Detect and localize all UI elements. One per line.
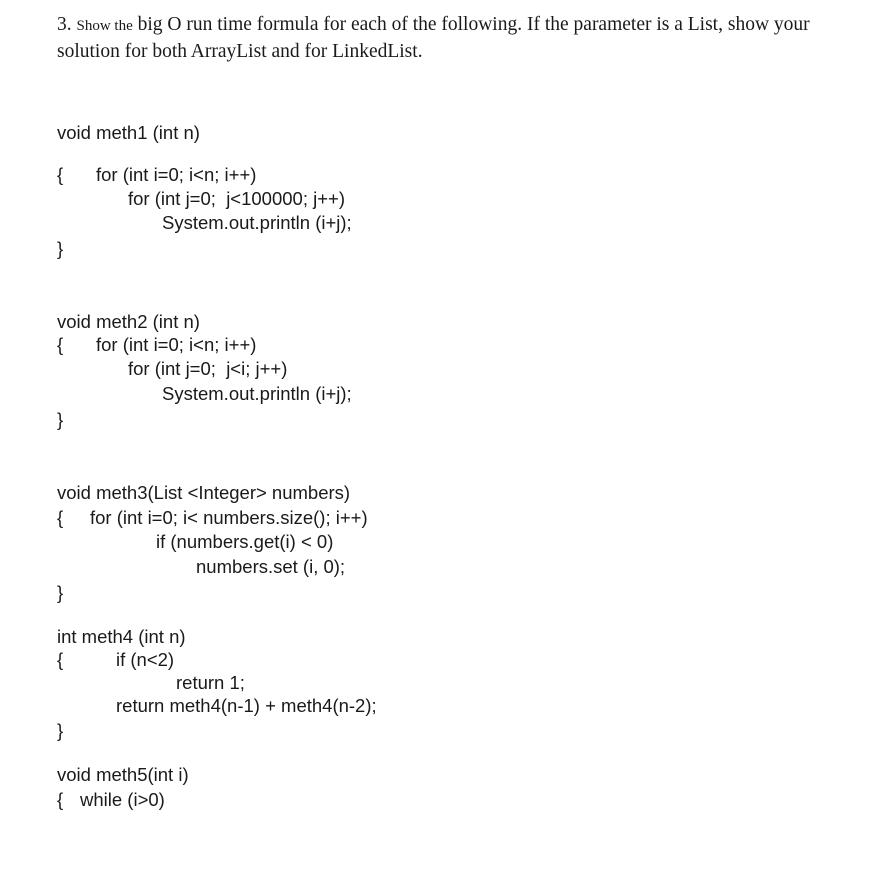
meth4-return-recursive: return meth4(n-1) + meth4(n-2);	[116, 695, 377, 716]
question-text-line2: solution for both ArrayList and for LinkedList.	[57, 41, 423, 62]
question-number: 3.	[57, 14, 72, 35]
meth2-inner-loop: for (int j=0; j<i; j++)	[128, 358, 288, 379]
meth1-outer-loop: for (int i=0; i<n; i++)	[96, 164, 257, 185]
meth4-open-brace: {	[57, 649, 64, 670]
meth4-signature: int meth4 (int n)	[57, 626, 186, 647]
meth3-signature: void meth3(List <Integer> numbers)	[57, 482, 351, 503]
meth2-signature: void meth2 (int n)	[57, 311, 200, 332]
meth5-open-brace: {	[57, 789, 64, 810]
meth1-close-brace: }	[57, 238, 64, 259]
meth1-open-brace: {	[57, 164, 64, 185]
meth3-close-brace: }	[57, 582, 64, 603]
meth3-if: if (numbers.get(i) < 0)	[156, 531, 334, 552]
meth1-inner-loop: for (int j=0; j<100000; j++)	[128, 188, 345, 209]
meth2-outer-loop: for (int i=0; i<n; i++)	[96, 334, 257, 355]
question-text-line1: big O run time formula for each of the following. If the parameter is a List, show your	[137, 14, 810, 35]
meth4-return-base: return 1;	[176, 672, 245, 693]
meth3-loop: for (int i=0; i< numbers.size(); i++)	[90, 507, 368, 528]
meth2-print: System.out.println (i+j);	[162, 383, 352, 404]
meth2-open-brace: {	[57, 334, 64, 355]
meth5-while: while (i>0)	[80, 789, 165, 810]
meth4-close-brace: }	[57, 720, 64, 741]
meth3-set: numbers.set (i, 0);	[196, 556, 346, 577]
question-prefix: Show the	[76, 18, 133, 34]
meth3-open-brace: {	[57, 507, 64, 528]
meth5-signature: void meth5(int i)	[57, 764, 189, 785]
meth1-signature: void meth1 (int n)	[57, 122, 200, 143]
meth1-print: System.out.println (i+j);	[162, 212, 352, 233]
question-prompt	[57, 12, 857, 65]
meth4-if: if (n<2)	[116, 649, 175, 670]
meth2-close-brace: }	[57, 409, 64, 430]
